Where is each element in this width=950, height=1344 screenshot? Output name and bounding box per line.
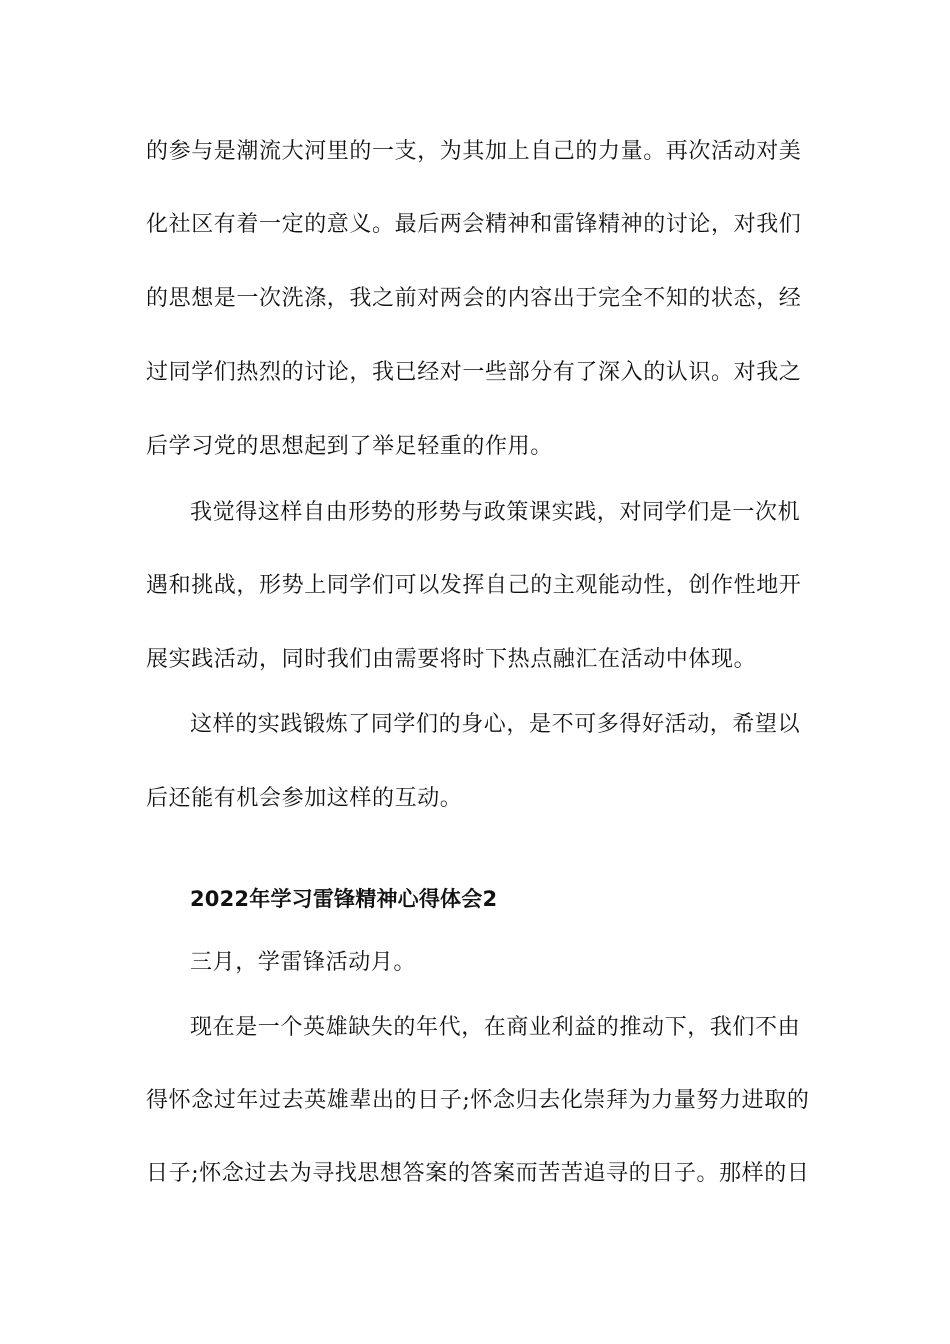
paragraph-line: 三月，学雷锋活动月。 — [190, 950, 417, 975]
paragraph-line: 日子;怀念过去为寻找思想答案的答案而苦苦追寻的日子。那样的日 — [146, 1161, 810, 1186]
paragraph-line: 过同学们热烈的讨论，我已经对一些部分有了深入的认识。对我之 — [146, 360, 802, 385]
paragraph-line: 得怀念过年过去英雄辈出的日子;怀念归去化崇拜为力量努力进取的 — [146, 1088, 810, 1113]
paragraph-line: 现在是一个英雄缺失的年代，在商业利益的推动下，我们不由 — [190, 1015, 801, 1040]
paragraph-line: 展实践活动，同时我们由需要将时下热点融汇在活动中体现。 — [146, 647, 757, 672]
paragraph-line: 我觉得这样自由形势的形势与政策课实践，对同学们是一次机 — [190, 500, 801, 525]
paragraph-line: 遇和挑战，形势上同学们可以发挥自己的主观能动性，创作性地开 — [146, 573, 802, 598]
paragraph-line: 的参与是潮流大河里的一支，为其加上自己的力量。再次活动对美 — [146, 139, 802, 164]
paragraph-line: 的思想是一次洗涤，我之前对两会的内容出于完全不知的状态，经 — [146, 286, 802, 311]
paragraph-line: 后还能有机会参加这样的互动。 — [146, 786, 463, 811]
paragraph-line: 这样的实践锻炼了同学们的身心，是不可多得好活动，希望以 — [190, 712, 801, 737]
paragraph-line: 后学习党的思想起到了举足轻重的作用。 — [146, 434, 553, 459]
paragraph-line: 化社区有着一定的意义。最后两会精神和雷锋精神的讨论，对我们 — [146, 212, 802, 237]
section-heading: 2022年学习雷锋精神心得体会2 — [190, 887, 498, 911]
